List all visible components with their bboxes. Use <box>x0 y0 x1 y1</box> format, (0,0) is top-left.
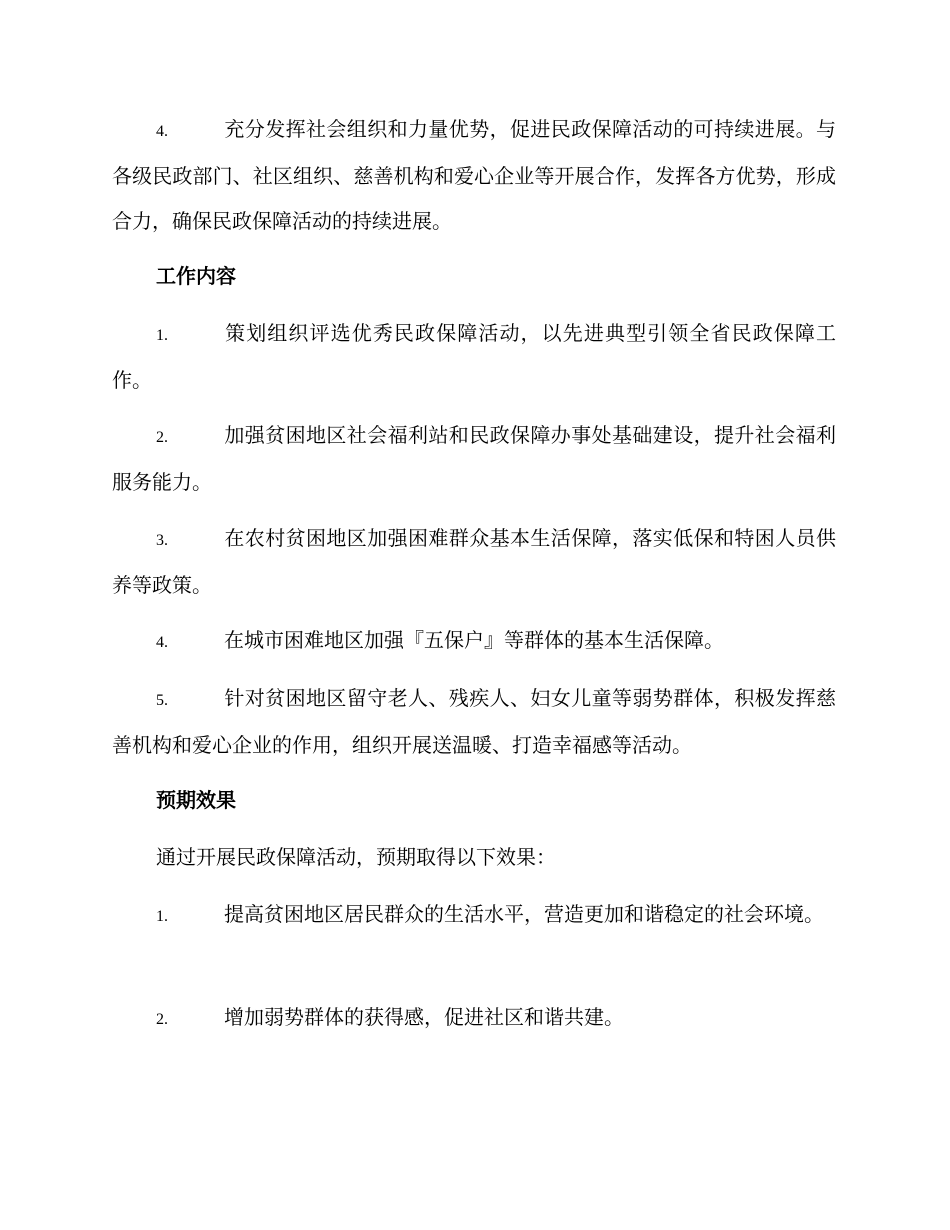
list-item-number: 1. <box>156 908 168 925</box>
list-item <box>112 995 836 1042</box>
list-item <box>112 413 836 505</box>
list-item-text: 针对贫困地区留守老人、残疾人、妇女儿童等弱势群体，积极发挥慈善机构和爱心企业的作用，组织开展送温暖、打造幸福感等活动。 <box>112 686 836 757</box>
list-item <box>112 516 836 608</box>
list-item <box>112 618 836 665</box>
list-item <box>112 676 836 768</box>
list-item-text: 策划组织评选优秀民政保障活动，以先进典型引领全省民政保障工作。 <box>112 321 836 392</box>
list-item-text: 增加弱势群体的获得感，促进社区和谐共建。 <box>224 1005 624 1029</box>
list-item-number: 5. <box>156 692 168 709</box>
list-item-number: 2. <box>156 429 168 446</box>
list-item-text: 加强贫困地区社会福利站和民政保障办事处基础建设，提升社会福利服务能力。 <box>112 423 836 494</box>
list-item <box>112 311 836 403</box>
list-item-text: 在城市困难地区加强『五保户』等群体的基本生活保障。 <box>224 628 724 652</box>
list-item-text: 在农村贫困地区加强困难群众基本生活保障，落实低保和特困人员供养等政策。 <box>112 526 836 597</box>
list-item-number: 4. <box>156 123 168 140</box>
list-item <box>112 892 836 939</box>
list-item <box>112 107 836 244</box>
section-heading: 预期效果 <box>156 788 236 812</box>
list-item-number: 4. <box>156 634 168 651</box>
list-item-number: 2. <box>156 1011 168 1028</box>
list-item-text: 提高贫困地区居民群众的生活水平，营造更加和谐稳定的社会环境。 <box>224 902 824 926</box>
section-heading: 工作内容 <box>156 264 236 288</box>
list-item-text: 充分发挥社会组织和力量优势，促进民政保障活动的可持续进展。与各级民政部门、社区组织、慈善机构和爱心企业等开展合作，发挥各方优势，形成合力，确保民政保障活动的持续进展。 <box>112 117 836 233</box>
list-item-number: 3. <box>156 532 168 549</box>
list-item-number: 1. <box>156 327 168 344</box>
intro-paragraph: 通过开展民政保障活动，预期取得以下效果： <box>156 845 556 869</box>
